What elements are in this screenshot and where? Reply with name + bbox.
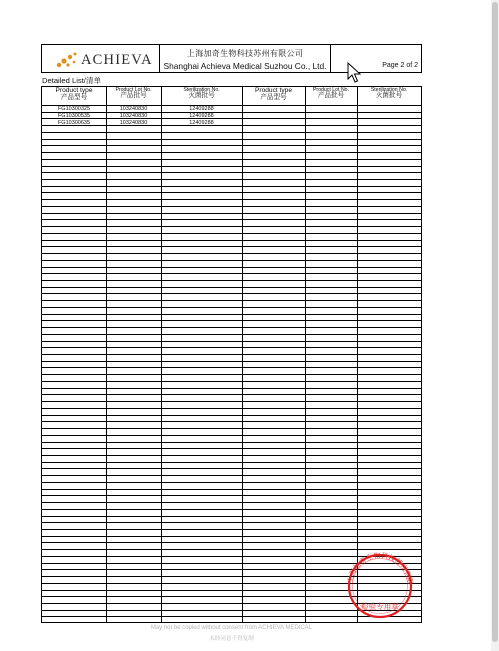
detailed-list-table [41, 86, 422, 623]
table-row-divider [42, 522, 421, 523]
column-header-cn: 产品型号 [260, 93, 287, 101]
column-header-cn: 灭菌批号 [375, 92, 403, 100]
table-row-divider [42, 428, 421, 429]
table-row-divider [42, 118, 421, 119]
column-header-lot-no [106, 87, 161, 105]
table-row-divider [42, 199, 421, 200]
table-row-divider [42, 320, 421, 321]
table-row-divider [42, 166, 421, 167]
table-row-divider [42, 388, 421, 389]
table-row-divider [42, 367, 421, 368]
table-row-divider [42, 542, 421, 543]
page-number: Page 2 of 2 [382, 62, 418, 69]
column-header-en: Product type [55, 87, 93, 94]
table-cell: 12409288 [189, 106, 214, 112]
company-name-en: Shanghai Achieva Medical Suzhou Co., Ltd. [163, 61, 327, 71]
column-header-cn: 灭菌批号 [188, 92, 215, 100]
table-row-divider [42, 105, 421, 106]
table-row-divider [42, 536, 421, 537]
column-header-cn: 产品批号 [317, 92, 345, 100]
column-header-en: Sterilization No. [370, 87, 408, 93]
table-row-divider [42, 502, 421, 503]
table-cell: 12409288 [189, 113, 214, 119]
table-row-divider [42, 341, 421, 342]
table-row-divider [42, 475, 421, 476]
table-row-divider [42, 300, 421, 301]
table-cell: 12409288 [189, 120, 214, 126]
table-row-divider [42, 401, 421, 402]
column-header-en: Product type [254, 87, 293, 94]
table-row-divider [42, 246, 421, 247]
achieva-logo [54, 51, 154, 69]
table-row-divider [42, 139, 421, 140]
scrollbar[interactable] [491, 0, 499, 651]
table-row-divider [42, 314, 421, 315]
table-row-divider [42, 273, 421, 274]
table-row-divider [42, 287, 421, 288]
table-row-divider [42, 354, 421, 355]
table-row-divider [42, 206, 421, 207]
table-row-divider [42, 240, 421, 241]
stamp-seal-icon [340, 550, 420, 620]
table-row-divider [42, 293, 421, 294]
list-title: Detailed List/清单 [42, 76, 102, 85]
table-row-divider [42, 442, 421, 443]
column-header-en: Product Lot No. [312, 87, 350, 93]
company-cell [160, 45, 331, 72]
column-header-lot-no-2 [305, 87, 357, 105]
table-row-divider [42, 347, 421, 348]
table-row-divider [42, 374, 421, 375]
table-row-divider [42, 448, 421, 449]
table-row-divider [42, 226, 421, 227]
table-row-divider [42, 307, 421, 308]
footer-copy-notice: May not be copied without consent from ACHIEVA MEDICAL [150, 625, 313, 631]
table-row-divider [42, 529, 421, 530]
table-row-divider [42, 334, 421, 335]
table-row-divider [42, 468, 421, 469]
inspection-stamp [340, 550, 420, 620]
table-row-divider [42, 280, 421, 281]
table-row-divider [42, 186, 421, 187]
column-header-cn: 产品批号 [120, 92, 147, 100]
table-cell: 103240830 [119, 120, 148, 126]
document-header [41, 44, 422, 73]
table-row-divider [42, 112, 421, 113]
scrollbar-thumb[interactable] [492, 2, 498, 642]
table-row-divider [42, 408, 421, 409]
table-cell: FG10300325 [57, 106, 91, 112]
mouse-pointer-icon [347, 62, 361, 84]
table-row-divider [42, 462, 421, 463]
table-row-divider [42, 152, 421, 153]
table-row-divider [42, 219, 421, 220]
table-row-divider [42, 260, 421, 261]
column-header-sterilization-no [161, 87, 242, 105]
column-header-en: Sterilization No. [183, 87, 220, 93]
column-header-sterilization-no-2 [357, 87, 421, 105]
logo-mark-icon [54, 51, 80, 69]
table-cell: 103240830 [119, 106, 148, 112]
table-row-divider [42, 125, 421, 126]
table-cell: 103240830 [119, 113, 148, 119]
table-row-divider [42, 179, 421, 180]
company-name-cn: 上海加奇生物科技苏州有限公司 [186, 49, 304, 58]
table-row-divider [42, 192, 421, 193]
table-row-divider [42, 435, 421, 436]
table-cell: FG10300535 [57, 113, 91, 119]
table-row-divider [42, 253, 421, 254]
column-header-product-type [42, 87, 106, 105]
table-row-divider [42, 394, 421, 395]
page-cell [331, 45, 421, 72]
table-cell: FG10300635 [57, 120, 91, 126]
table-row-divider [42, 213, 421, 214]
table-row-divider [42, 145, 421, 146]
table-row-divider [42, 159, 421, 160]
logo-wordmark: ACHIEVA [81, 52, 153, 68]
logo-cell [42, 45, 160, 72]
table-row-divider [42, 509, 421, 510]
table-row-divider [42, 415, 421, 416]
table-row-divider [42, 421, 421, 422]
column-header-product-type-2 [242, 87, 305, 105]
table-row-divider [42, 381, 421, 382]
column-header-cn: 产品型号 [60, 93, 88, 101]
table-row-divider [42, 233, 421, 234]
table-row-divider [42, 327, 421, 328]
svg-text:检验专用章: 检验专用章 [361, 602, 399, 611]
table-row-divider [42, 267, 421, 268]
table-row-divider [42, 489, 421, 490]
table-row-divider [42, 516, 421, 517]
table-row-divider [42, 361, 421, 362]
table-row-divider [42, 495, 421, 496]
column-header-en: Product Lot No. [115, 87, 152, 93]
svg-text:上海加奇生物科技苏州有限公司: 上海加奇生物科技苏州有限 [346, 551, 415, 586]
table-row-divider [42, 482, 421, 483]
table-row-divider [42, 455, 421, 456]
table-row-divider [42, 132, 421, 133]
footer-copy-notice-cn: 未经同意不得复制 [209, 636, 254, 642]
table-row-divider [42, 172, 421, 173]
